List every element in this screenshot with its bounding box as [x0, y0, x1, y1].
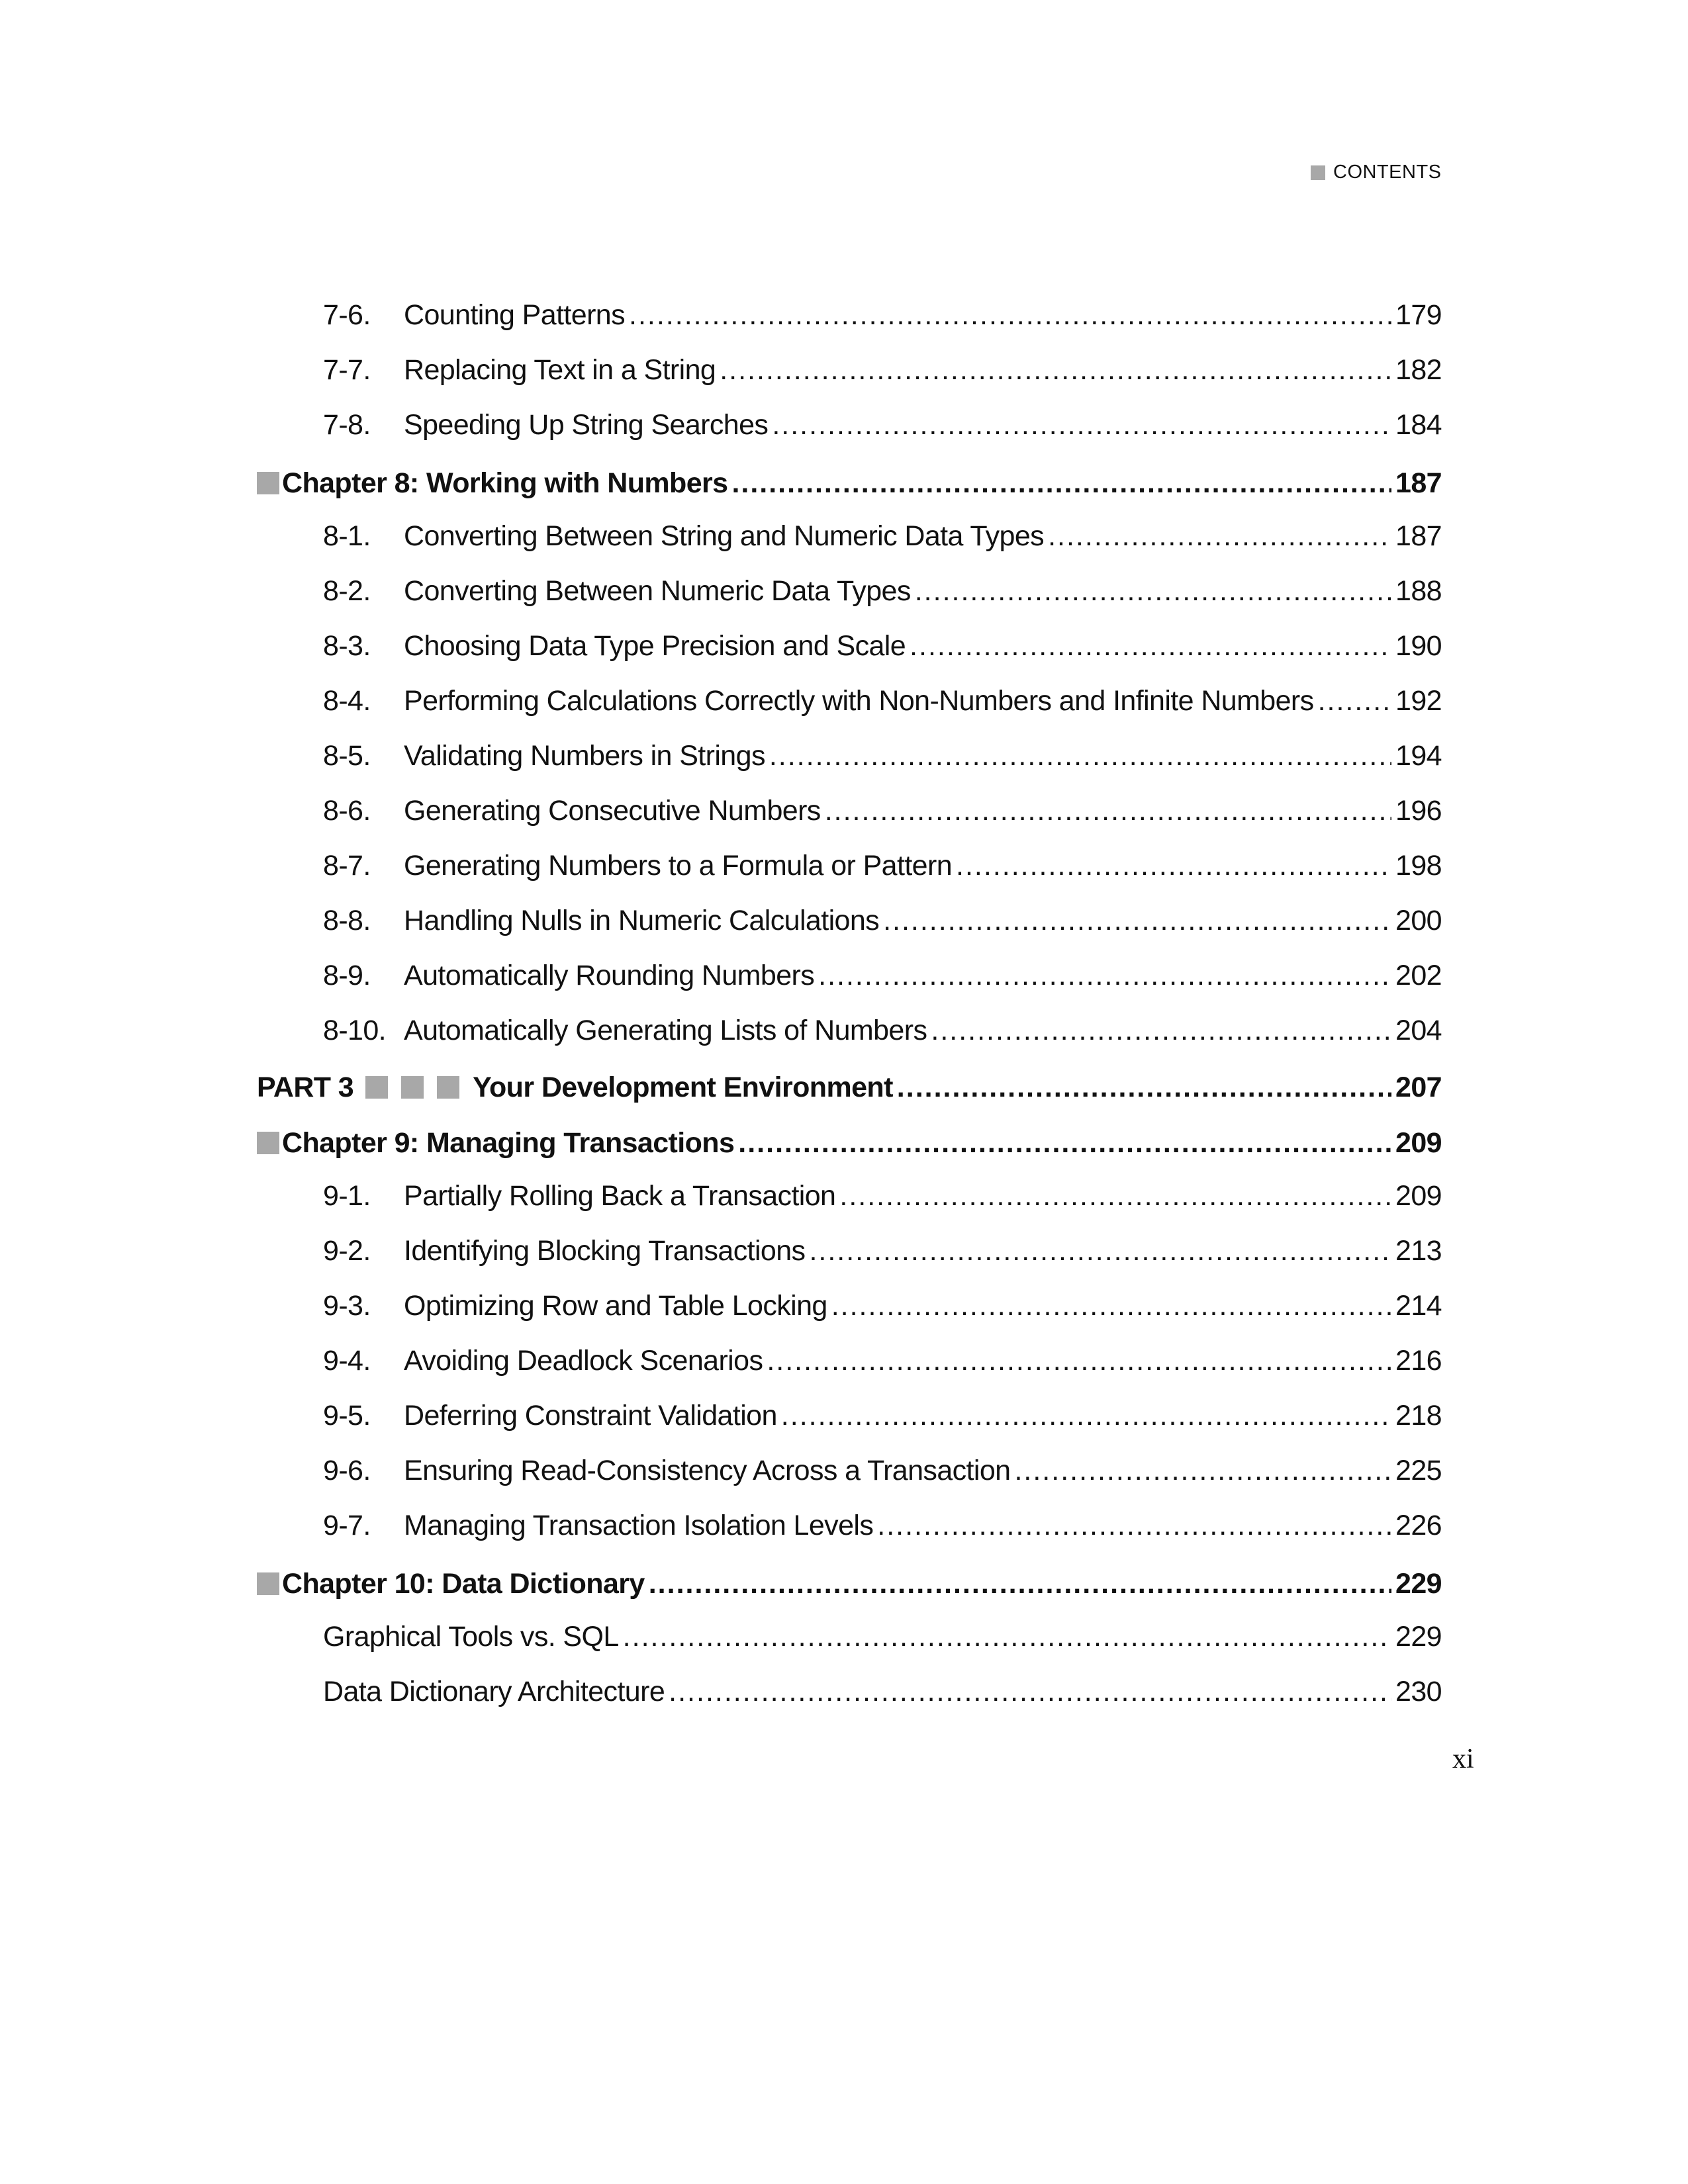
dot-leader — [629, 295, 1391, 335]
part-label: PART 3 — [257, 1071, 354, 1103]
dot-leader — [1048, 516, 1391, 556]
entry-page: 184 — [1395, 409, 1442, 441]
toc-part-3[interactable] — [257, 1068, 1442, 1107]
chapter-title: Chapter 9: Managing Transactions — [282, 1127, 735, 1159]
entry-page: 218 — [1395, 1400, 1442, 1432]
toc-entry[interactable] — [323, 295, 1442, 335]
entry-page: 229 — [1395, 1621, 1442, 1653]
entry-number: 9-6. — [323, 1455, 371, 1486]
entry-page: 202 — [1395, 960, 1442, 991]
dot-leader — [720, 350, 1391, 390]
toc-chapter-9[interactable] — [257, 1123, 1442, 1163]
entry-page: 196 — [1395, 795, 1442, 827]
chapter-title: Chapter 8: Working with Numbers — [282, 467, 728, 499]
chapter-page: 229 — [1395, 1568, 1442, 1600]
toc-entry[interactable] — [323, 1451, 1442, 1490]
dot-leader — [839, 1176, 1391, 1216]
running-head — [1311, 161, 1442, 183]
part-marker-icon — [437, 1076, 459, 1099]
chapter-marker-icon — [257, 472, 279, 494]
entry-page: 182 — [1395, 354, 1442, 386]
dot-leader — [1318, 681, 1391, 721]
entry-title: Deferring Constraint Validation — [404, 1400, 777, 1432]
entry-page: 216 — [1395, 1345, 1442, 1377]
running-head-text: CONTENTS — [1333, 161, 1442, 183]
dot-leader — [956, 846, 1391, 886]
chapter-page: 209 — [1395, 1127, 1442, 1159]
entry-title: Avoiding Deadlock Scenarios — [404, 1345, 763, 1377]
entry-number: 9-7. — [323, 1510, 371, 1541]
part-marker-icon — [365, 1076, 388, 1099]
entry-number: 8-2. — [323, 575, 371, 607]
entry-page: 230 — [1395, 1676, 1442, 1707]
toc-entry[interactable] — [323, 901, 1442, 940]
entry-page: 198 — [1395, 850, 1442, 882]
entry-number: 7-6. — [323, 299, 371, 331]
dot-leader — [781, 1396, 1391, 1435]
dot-leader — [623, 1617, 1391, 1657]
dot-leader — [731, 463, 1391, 503]
dot-leader — [767, 1341, 1391, 1381]
entry-page: 192 — [1395, 685, 1442, 717]
entry-number: 8-7. — [323, 850, 371, 882]
entry-number: 8-6. — [323, 795, 371, 827]
dot-leader — [897, 1068, 1391, 1107]
entry-number: 8-1. — [323, 520, 371, 552]
entry-number: 8-4. — [323, 685, 371, 717]
dot-leader — [669, 1672, 1391, 1711]
toc-entry[interactable] — [323, 681, 1442, 721]
chapter-marker-icon — [257, 1132, 279, 1154]
entry-number: 8-5. — [323, 740, 371, 772]
entry-title: Choosing Data Type Precision and Scale — [404, 630, 906, 662]
entry-page: 194 — [1395, 740, 1442, 772]
toc-entry[interactable] — [323, 1176, 1442, 1216]
dot-leader — [769, 736, 1391, 776]
toc-entry[interactable] — [323, 1396, 1442, 1435]
page-folio: xi — [1452, 1744, 1474, 1774]
entry-title: Converting Between String and Numeric Data Types — [404, 520, 1045, 552]
entry-page: 225 — [1395, 1455, 1442, 1486]
entry-page: 209 — [1395, 1180, 1442, 1212]
entry-number: 7-7. — [323, 354, 371, 386]
entry-title: Optimizing Row and Table Locking — [404, 1290, 827, 1322]
entry-number: 9-5. — [323, 1400, 371, 1432]
entry-title: Speeding Up String Searches — [404, 409, 769, 441]
toc-entry[interactable] — [323, 1341, 1442, 1381]
toc-chapter-8[interactable] — [257, 463, 1442, 503]
running-head-marker-icon — [1311, 165, 1325, 180]
entry-title: Managing Transaction Isolation Levels — [404, 1510, 874, 1541]
toc-entry[interactable] — [323, 350, 1442, 390]
entry-number: 9-2. — [323, 1235, 371, 1267]
entry-number: 7-8. — [323, 409, 371, 441]
entry-page: 200 — [1395, 905, 1442, 936]
entry-page: 187 — [1395, 520, 1442, 552]
entry-page: 190 — [1395, 630, 1442, 662]
dot-leader — [818, 956, 1391, 995]
chapter-title: Chapter 10: Data Dictionary — [282, 1568, 645, 1600]
toc-entry[interactable] — [323, 736, 1442, 776]
toc-entry[interactable] — [323, 516, 1442, 556]
entry-title: Automatically Rounding Numbers — [404, 960, 815, 991]
entry-number: 9-3. — [323, 1290, 371, 1322]
entry-title: Handling Nulls in Numeric Calculations — [404, 905, 880, 936]
dot-leader — [649, 1564, 1391, 1604]
entry-title: Partially Rolling Back a Transaction — [404, 1180, 836, 1212]
toc-entry[interactable] — [323, 1672, 1442, 1711]
entry-title: Generating Consecutive Numbers — [404, 795, 821, 827]
toc-entry[interactable] — [323, 1011, 1442, 1050]
entry-page: 214 — [1395, 1290, 1442, 1322]
entry-number: 8-3. — [323, 630, 371, 662]
entry-number: 8-8. — [323, 905, 371, 936]
chapter-marker-icon — [257, 1572, 279, 1595]
entry-title: Replacing Text in a String — [404, 354, 716, 386]
entry-title: Generating Numbers to a Formula or Pattern — [404, 850, 953, 882]
entry-page: 188 — [1395, 575, 1442, 607]
toc-entry[interactable] — [323, 1617, 1442, 1657]
entry-title: Identifying Blocking Transactions — [404, 1235, 806, 1267]
entry-title: Validating Numbers in Strings — [404, 740, 765, 772]
entry-title: Converting Between Numeric Data Types — [404, 575, 911, 607]
entry-number: 9-1. — [323, 1180, 371, 1212]
entry-title: Performing Calculations Correctly with Non-Numbers and Infinite Numbers — [404, 685, 1314, 717]
toc-entry[interactable] — [323, 1286, 1442, 1326]
entry-title: Ensuring Read-Consistency Across a Transaction — [404, 1455, 1011, 1486]
entry-page: 226 — [1395, 1510, 1442, 1541]
dot-leader — [877, 1506, 1391, 1545]
entry-title: Automatically Generating Lists of Numbers — [404, 1015, 927, 1046]
dot-leader — [772, 405, 1391, 445]
dot-leader — [825, 791, 1391, 831]
part-page: 207 — [1395, 1071, 1442, 1103]
toc-entry[interactable] — [323, 571, 1442, 611]
dot-leader — [831, 1286, 1391, 1326]
entry-title: Counting Patterns — [404, 299, 626, 331]
toc-entry[interactable] — [323, 1231, 1442, 1271]
entry-title: Graphical Tools vs. SQL — [323, 1621, 619, 1653]
part-marker-icon — [401, 1076, 424, 1099]
dot-leader — [738, 1123, 1391, 1163]
toc-entry[interactable] — [323, 956, 1442, 995]
dot-leader — [883, 901, 1391, 940]
toc-entry[interactable] — [323, 626, 1442, 666]
entry-page: 179 — [1395, 299, 1442, 331]
chapter-page: 187 — [1395, 467, 1442, 499]
part-title: Your Development Environment — [473, 1071, 893, 1103]
entry-number: 8-9. — [323, 960, 371, 991]
toc-entry[interactable] — [323, 846, 1442, 886]
entry-number: 9-4. — [323, 1345, 371, 1377]
entry-number: 8-10. — [323, 1015, 387, 1046]
dot-leader — [915, 571, 1391, 611]
entry-page: 213 — [1395, 1235, 1442, 1267]
toc-chapter-10[interactable] — [257, 1564, 1442, 1604]
toc-entry[interactable] — [323, 1506, 1442, 1545]
entry-title: Data Dictionary Architecture — [323, 1676, 665, 1707]
entry-page: 204 — [1395, 1015, 1442, 1046]
dot-leader — [1014, 1451, 1391, 1490]
toc-entry[interactable] — [323, 405, 1442, 445]
toc-entry[interactable] — [323, 791, 1442, 831]
dot-leader — [809, 1231, 1391, 1271]
dot-leader — [931, 1011, 1391, 1050]
dot-leader — [910, 626, 1391, 666]
